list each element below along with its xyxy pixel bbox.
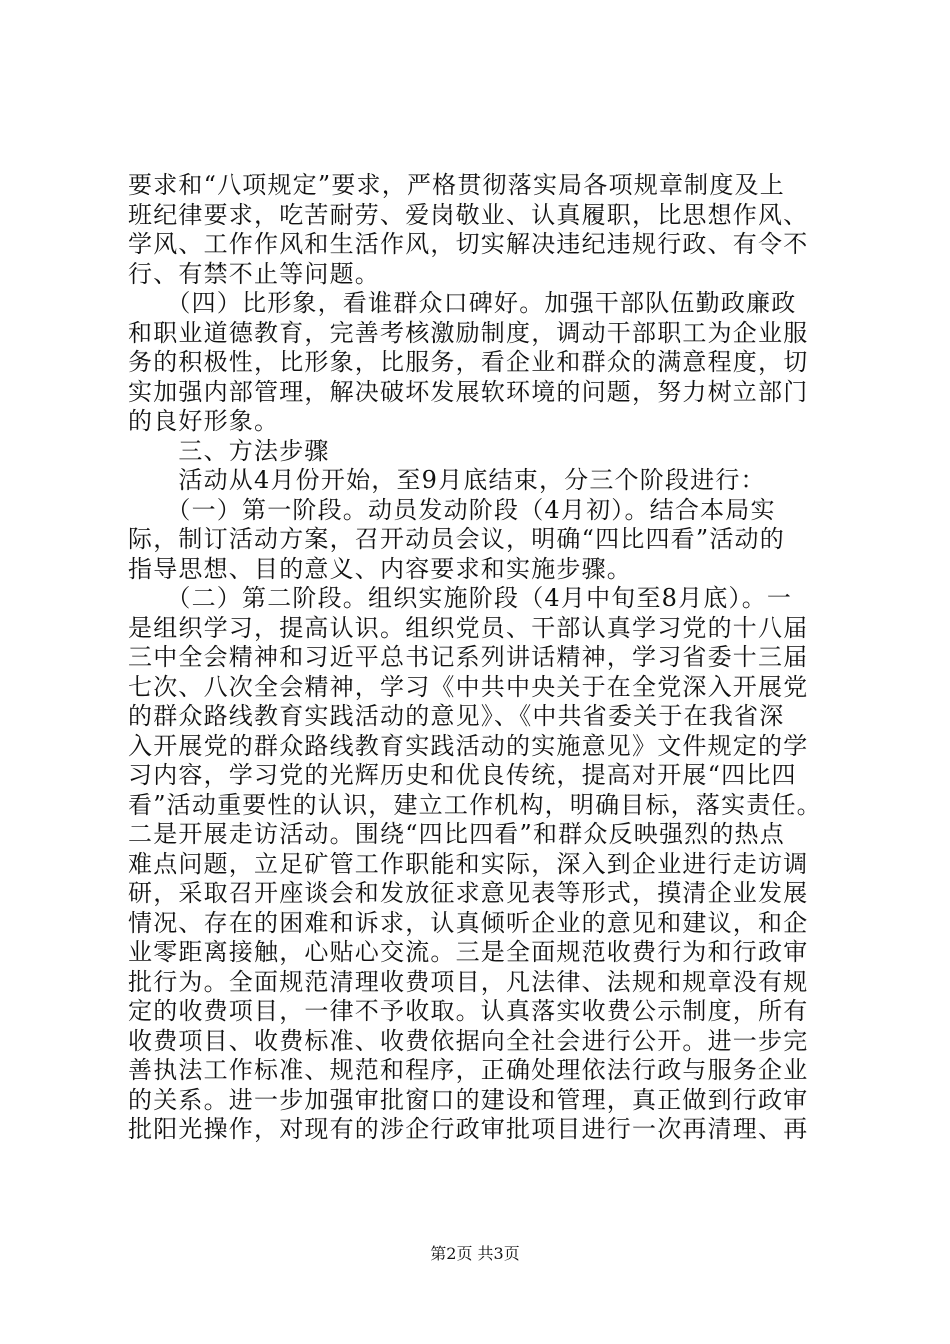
text-line: 研，采取召开座谈会和发放征求意见表等形式，摸清企业发展 bbox=[128, 879, 809, 907]
text-line: 的良好形象。 bbox=[128, 407, 280, 435]
text-line: 情况、存在的困难和诉求，认真倾听企业的意见和建议，和企 bbox=[128, 908, 809, 937]
text-line: （四）比形象，看谁群众口碑好。加强干部队伍勤政廉政 bbox=[128, 289, 797, 317]
text-line: 批阳光操作，对现有的涉企行政审批项目进行一次再清理、再 bbox=[128, 1115, 809, 1143]
text-line: 定的收费项目，一律不予收取。认真落实收费公示制度，所有 bbox=[128, 997, 809, 1025]
text-line: 班纪律要求，吃苦耐劳、爱岗敬业、认真履职，比思想作风、 bbox=[128, 200, 809, 229]
text-line: 收费项目、收费标准、收费依据向全社会进行公开。进一步完 bbox=[128, 1026, 809, 1055]
page-number-footer: 第2页 共3页 bbox=[430, 1244, 520, 1263]
text-line: 业零距离接触，心贴心交流。三是全面规范收费行为和行政审 bbox=[128, 938, 809, 966]
text-line: 活动从4月份开始，至9月底结束，分三个阶段进行： bbox=[128, 466, 766, 494]
text-line: 是组织学习，提高认识。组织党员、干部认真学习党的十八届 bbox=[128, 613, 809, 642]
text-line: 入开展党的群众路线教育实践活动的实施意见》文件规定的学 bbox=[128, 731, 809, 760]
text-line: 的关系。进一步加强审批窗口的建设和管理，真正做到行政审 bbox=[128, 1085, 809, 1114]
text-line: 习内容，学习党的光辉历史和优良传统，提高对开展“四比四 bbox=[128, 761, 797, 789]
document-body bbox=[128, 171, 832, 1145]
text-line: 七次、八次全会精神，学习《中共中央关于在全党深入开展党 bbox=[128, 672, 809, 701]
text-line: 和职业道德教育，完善考核激励制度，调动干部职工为企业服 bbox=[128, 318, 809, 347]
text-line: 实加强内部管理，解决破坏发展软环境的问题，努力树立部门 bbox=[128, 377, 809, 406]
text-line: 际，制订活动方案，召开动员会议，明确“四比四看”活动的 bbox=[128, 525, 785, 553]
text-line: 要求和“八项规定”要求，严格贯彻落实局各项规章制度及上 bbox=[128, 171, 785, 199]
text-line: 学风、工作作风和生活作风，切实解决违纪违规行政、有令不 bbox=[128, 230, 809, 258]
text-line: 指导思想、目的意义、内容要求和实施步骤。 bbox=[128, 554, 632, 583]
text-line: （一）第一阶段。动员发动阶段（4月初）。结合本局实 bbox=[128, 495, 776, 524]
text-line: 二是开展走访活动。围绕“四比四看”和群众反映强烈的热点 bbox=[128, 820, 785, 848]
text-line: 务的积极性，比形象，比服务，看企业和群众的满意程度，切 bbox=[128, 348, 809, 376]
text-line: 看”活动重要性的认识，建立工作机构，明确目标，落实责任。 bbox=[128, 790, 822, 819]
text-line: （二）第二阶段。组织实施阶段（4月中旬至8月底）。一 bbox=[128, 584, 793, 612]
text-line: 的群众路线教育实践活动的意见》、《中共省委关于在我省深 bbox=[128, 702, 785, 730]
text-line: 三中全会精神和习近平总书记系列讲话精神，学习省委十三届 bbox=[128, 643, 809, 671]
text-line: 批行为。全面规范清理收费项目，凡法律、法规和规章没有规 bbox=[128, 967, 809, 996]
text-line: 行、有禁不止等问题。 bbox=[128, 259, 380, 288]
text-line: 难点问题，立足矿管工作职能和实际，深入到企业进行走访调 bbox=[128, 849, 809, 878]
text-line: 善执法工作标准、规范和程序，正确处理依法行政与服务企业 bbox=[128, 1056, 809, 1084]
section-heading: 三、方法步骤 bbox=[128, 436, 330, 465]
